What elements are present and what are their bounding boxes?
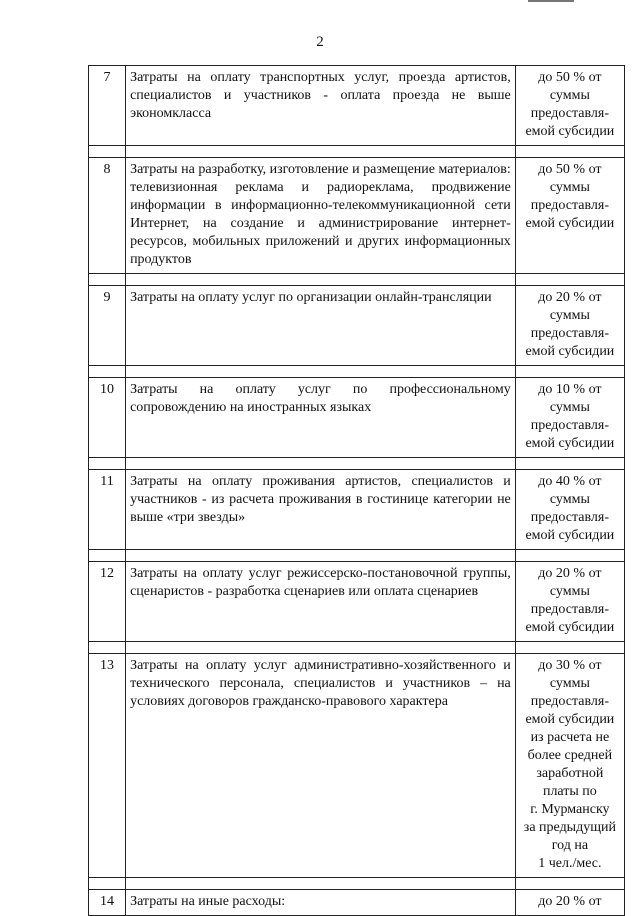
row-gap	[89, 458, 625, 470]
subsidy-share-text: до 20 % от суммы предоставля- емой субсидии	[525, 290, 615, 359]
table-row	[89, 378, 625, 458]
subsidy-share-text: до 50 % от суммы предоставля- емой субсидии	[525, 70, 615, 139]
table-row	[89, 158, 625, 274]
subsidy-share-text: до 20 % от	[538, 894, 602, 909]
table-row	[89, 470, 625, 550]
row-number: 14	[89, 890, 126, 916]
row-number: 11	[89, 470, 126, 550]
table-row	[89, 66, 625, 146]
row-number: 12	[89, 562, 126, 642]
table-row	[89, 654, 625, 878]
expense-description: Затраты на оплату транспортных услуг, проезда артистов, специалистов и участников - оплата проезда не выше экономкласса	[126, 66, 516, 146]
row-number: 10	[89, 378, 126, 458]
subsidy-share	[515, 470, 624, 550]
row-gap	[89, 366, 625, 378]
subsidy-share-text: до 40 % от суммы предоставля- емой субсидии	[525, 474, 615, 543]
subsidy-share-text: до 30 % от суммы предоставля- емой субсидии из расчета не более средней заработной платы по г. Мурманску за предыдущий год на 1 чел./мес.	[523, 658, 616, 871]
row-number: 7	[89, 66, 126, 146]
table-row	[89, 286, 625, 366]
row-number: 9	[89, 286, 126, 366]
expense-description: Затраты на оплату услуг по организации онлайн-трансляции	[126, 286, 516, 366]
expense-description: Затраты на разработку, изготовление и размещение материалов: телевизионная реклама и радиореклама, продвижение информации в информационно-телекоммуникационной сети Интернет, на создание и администрирование интернет-ресурсов, мобильных приложений и других информационных продуктов	[126, 158, 516, 274]
row-gap	[89, 878, 625, 890]
subsidy-share-text: до 20 % от суммы предоставля- емой субсидии	[525, 566, 615, 635]
subsidy-share	[515, 378, 624, 458]
subsidy-share	[515, 286, 624, 366]
row-gap	[89, 642, 625, 654]
row-gap	[89, 274, 625, 286]
subsidy-share	[515, 158, 624, 274]
expense-description: Затраты на иные расходы:	[126, 890, 516, 916]
row-gap	[89, 550, 625, 562]
row-number: 13	[89, 654, 126, 878]
row-number: 8	[89, 158, 126, 274]
expense-description: Затраты на оплату проживания артистов, специалистов и участников - из расчета проживания в гостинице категории не выше «три звезды»	[126, 470, 516, 550]
subsidy-share	[515, 890, 624, 916]
subsidy-share	[515, 562, 624, 642]
subsidy-share-text: до 50 % от суммы предоставля- емой субсидии	[525, 162, 615, 231]
expense-description: Затраты на оплату услуг административно-хозяйственного и технического персонала, специалистов и участников – на условиях договоров гражданско-правового характера	[126, 654, 516, 878]
subsidy-expense-table	[88, 65, 625, 916]
subsidy-share	[515, 66, 624, 146]
subsidy-share	[515, 654, 624, 878]
page-number: 2	[316, 34, 324, 50]
table-row	[89, 890, 625, 916]
expense-description: Затраты на оплату услуг по профессиональному сопровождению на иностранных языках	[126, 378, 516, 458]
subsidy-share-text: до 10 % от суммы предоставля- емой субсидии	[525, 382, 615, 451]
top-edge-mark	[528, 0, 574, 2]
table-row	[89, 562, 625, 642]
row-gap	[89, 146, 625, 158]
expense-description: Затраты на оплату услуг режиссерско-постановочной группы, сценаристов - разработка сценариев или оплата сценариев	[126, 562, 516, 642]
